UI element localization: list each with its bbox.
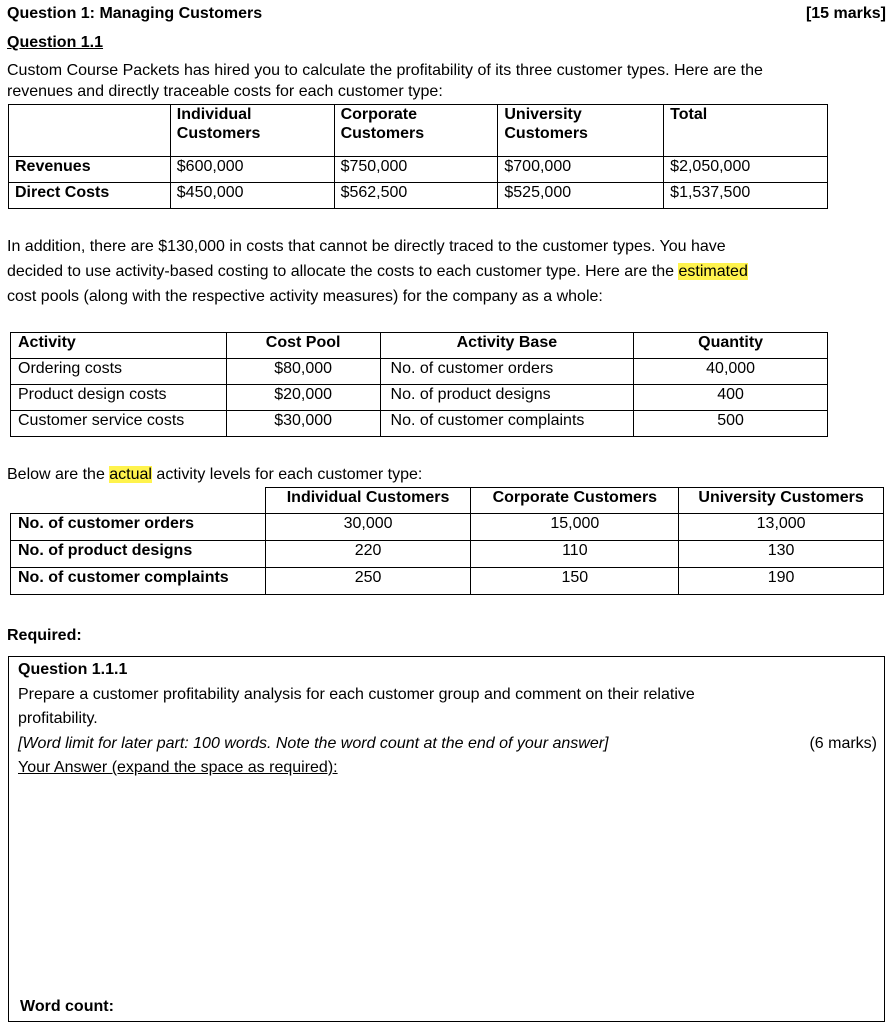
table-cell: No. of customer complaints — [380, 411, 634, 437]
row-label: No. of product designs — [11, 541, 266, 568]
table-cell: Ordering costs — [11, 359, 227, 385]
question-heading: Question 1.1 — [7, 34, 104, 51]
table-row — [11, 514, 884, 541]
table3-header: University Customers — [679, 488, 884, 514]
table-cell: $30,000 — [226, 411, 380, 437]
table2-header: Activity — [11, 333, 227, 359]
table-cell: $700,000 — [498, 157, 664, 183]
table3-header: Corporate Customers — [471, 488, 679, 514]
table-row — [11, 359, 828, 385]
subquestion-marks: (6 marks) — [809, 735, 877, 752]
para2-line-2: decided to use activity-based costing to allocate the costs to each customer type. Here are the estimated — [7, 263, 748, 280]
table1-corner — [9, 105, 171, 157]
table2-header: Activity Base — [380, 333, 634, 359]
table-cell: $450,000 — [170, 183, 334, 209]
table-cell: 150 — [471, 568, 679, 595]
highlighted-word: estimated — [678, 263, 748, 280]
table1-header: Corporate Customers — [334, 105, 498, 157]
table-cell: 250 — [265, 568, 471, 595]
intro-line-1: Custom Course Packets has hired you to calculate the profitability of its three customer types. Here are the — [7, 62, 763, 79]
table-cell: $80,000 — [226, 359, 380, 385]
table1-header: Individual Customers — [170, 105, 334, 157]
row-label: Revenues — [9, 157, 171, 183]
intro-line-2: revenues and directly traceable costs for each customer type: — [7, 83, 443, 100]
word-count-label: Word count: — [20, 998, 114, 1015]
required-label: Required: — [7, 627, 82, 644]
row-label: No. of customer orders — [11, 514, 266, 541]
para2-line-1: In addition, there are $130,000 in costs that cannot be directly traced to the customer types. You have — [7, 238, 726, 255]
cost-pool-table — [10, 332, 828, 437]
table-row — [9, 183, 828, 209]
table-cell: $1,537,500 — [664, 183, 828, 209]
para2-line-3: cost pools (along with the respective activity measures) for the company as a whole: — [7, 288, 603, 305]
table-cell: $525,000 — [498, 183, 664, 209]
table-cell: 500 — [634, 411, 828, 437]
row-label: Direct Costs — [9, 183, 171, 209]
table-cell: 130 — [679, 541, 884, 568]
table3-header: Individual Customers — [265, 488, 471, 514]
answer-box[interactable] — [8, 656, 885, 1022]
question-line-2: profitability. — [18, 710, 98, 727]
table-cell: 13,000 — [679, 514, 884, 541]
revenue-cost-table — [8, 104, 828, 209]
table-cell: 400 — [634, 385, 828, 411]
highlighted-word: actual — [109, 466, 152, 483]
table-row — [11, 385, 828, 411]
table-cell: 110 — [471, 541, 679, 568]
table1-header: Total — [664, 105, 828, 157]
word-limit-note: [Word limit for later part: 100 words. Note the word count at the end of your answer] — [18, 735, 609, 752]
table-cell: 220 — [265, 541, 471, 568]
activity-levels-table — [10, 487, 884, 595]
table-cell: No. of product designs — [380, 385, 634, 411]
table-cell: $750,000 — [334, 157, 498, 183]
table1-header: University Customers — [498, 105, 664, 157]
subquestion-title: Question 1.1.1 — [18, 661, 128, 678]
answer-prompt: Your Answer (expand the space as required): — [18, 759, 338, 776]
table2-header: Quantity — [634, 333, 828, 359]
question-line-1: Prepare a customer profitability analysis for each customer group and comment on their relative — [18, 686, 695, 703]
table-cell: 190 — [679, 568, 884, 595]
table3-corner — [11, 488, 266, 514]
table-cell: 40,000 — [634, 359, 828, 385]
table-cell: $20,000 — [226, 385, 380, 411]
row-label: No. of customer complaints — [11, 568, 266, 595]
table-row — [11, 411, 828, 437]
table-cell: $600,000 — [170, 157, 334, 183]
total-marks: [15 marks] — [805, 5, 886, 22]
para3-line: Below are the actual activity levels for each customer type: — [7, 466, 423, 483]
table-row — [11, 541, 884, 568]
table-cell: 15,000 — [471, 514, 679, 541]
table-cell: $562,500 — [334, 183, 498, 209]
table-row — [9, 157, 828, 183]
table-cell: Product design costs — [11, 385, 227, 411]
table2-header: Cost Pool — [226, 333, 380, 359]
table-cell: Customer service costs — [11, 411, 227, 437]
table-cell: No. of customer orders — [380, 359, 634, 385]
table-row — [11, 568, 884, 595]
page-title: Question 1: Managing Customers — [7, 5, 263, 22]
table-cell: 30,000 — [265, 514, 471, 541]
table-cell: $2,050,000 — [664, 157, 828, 183]
